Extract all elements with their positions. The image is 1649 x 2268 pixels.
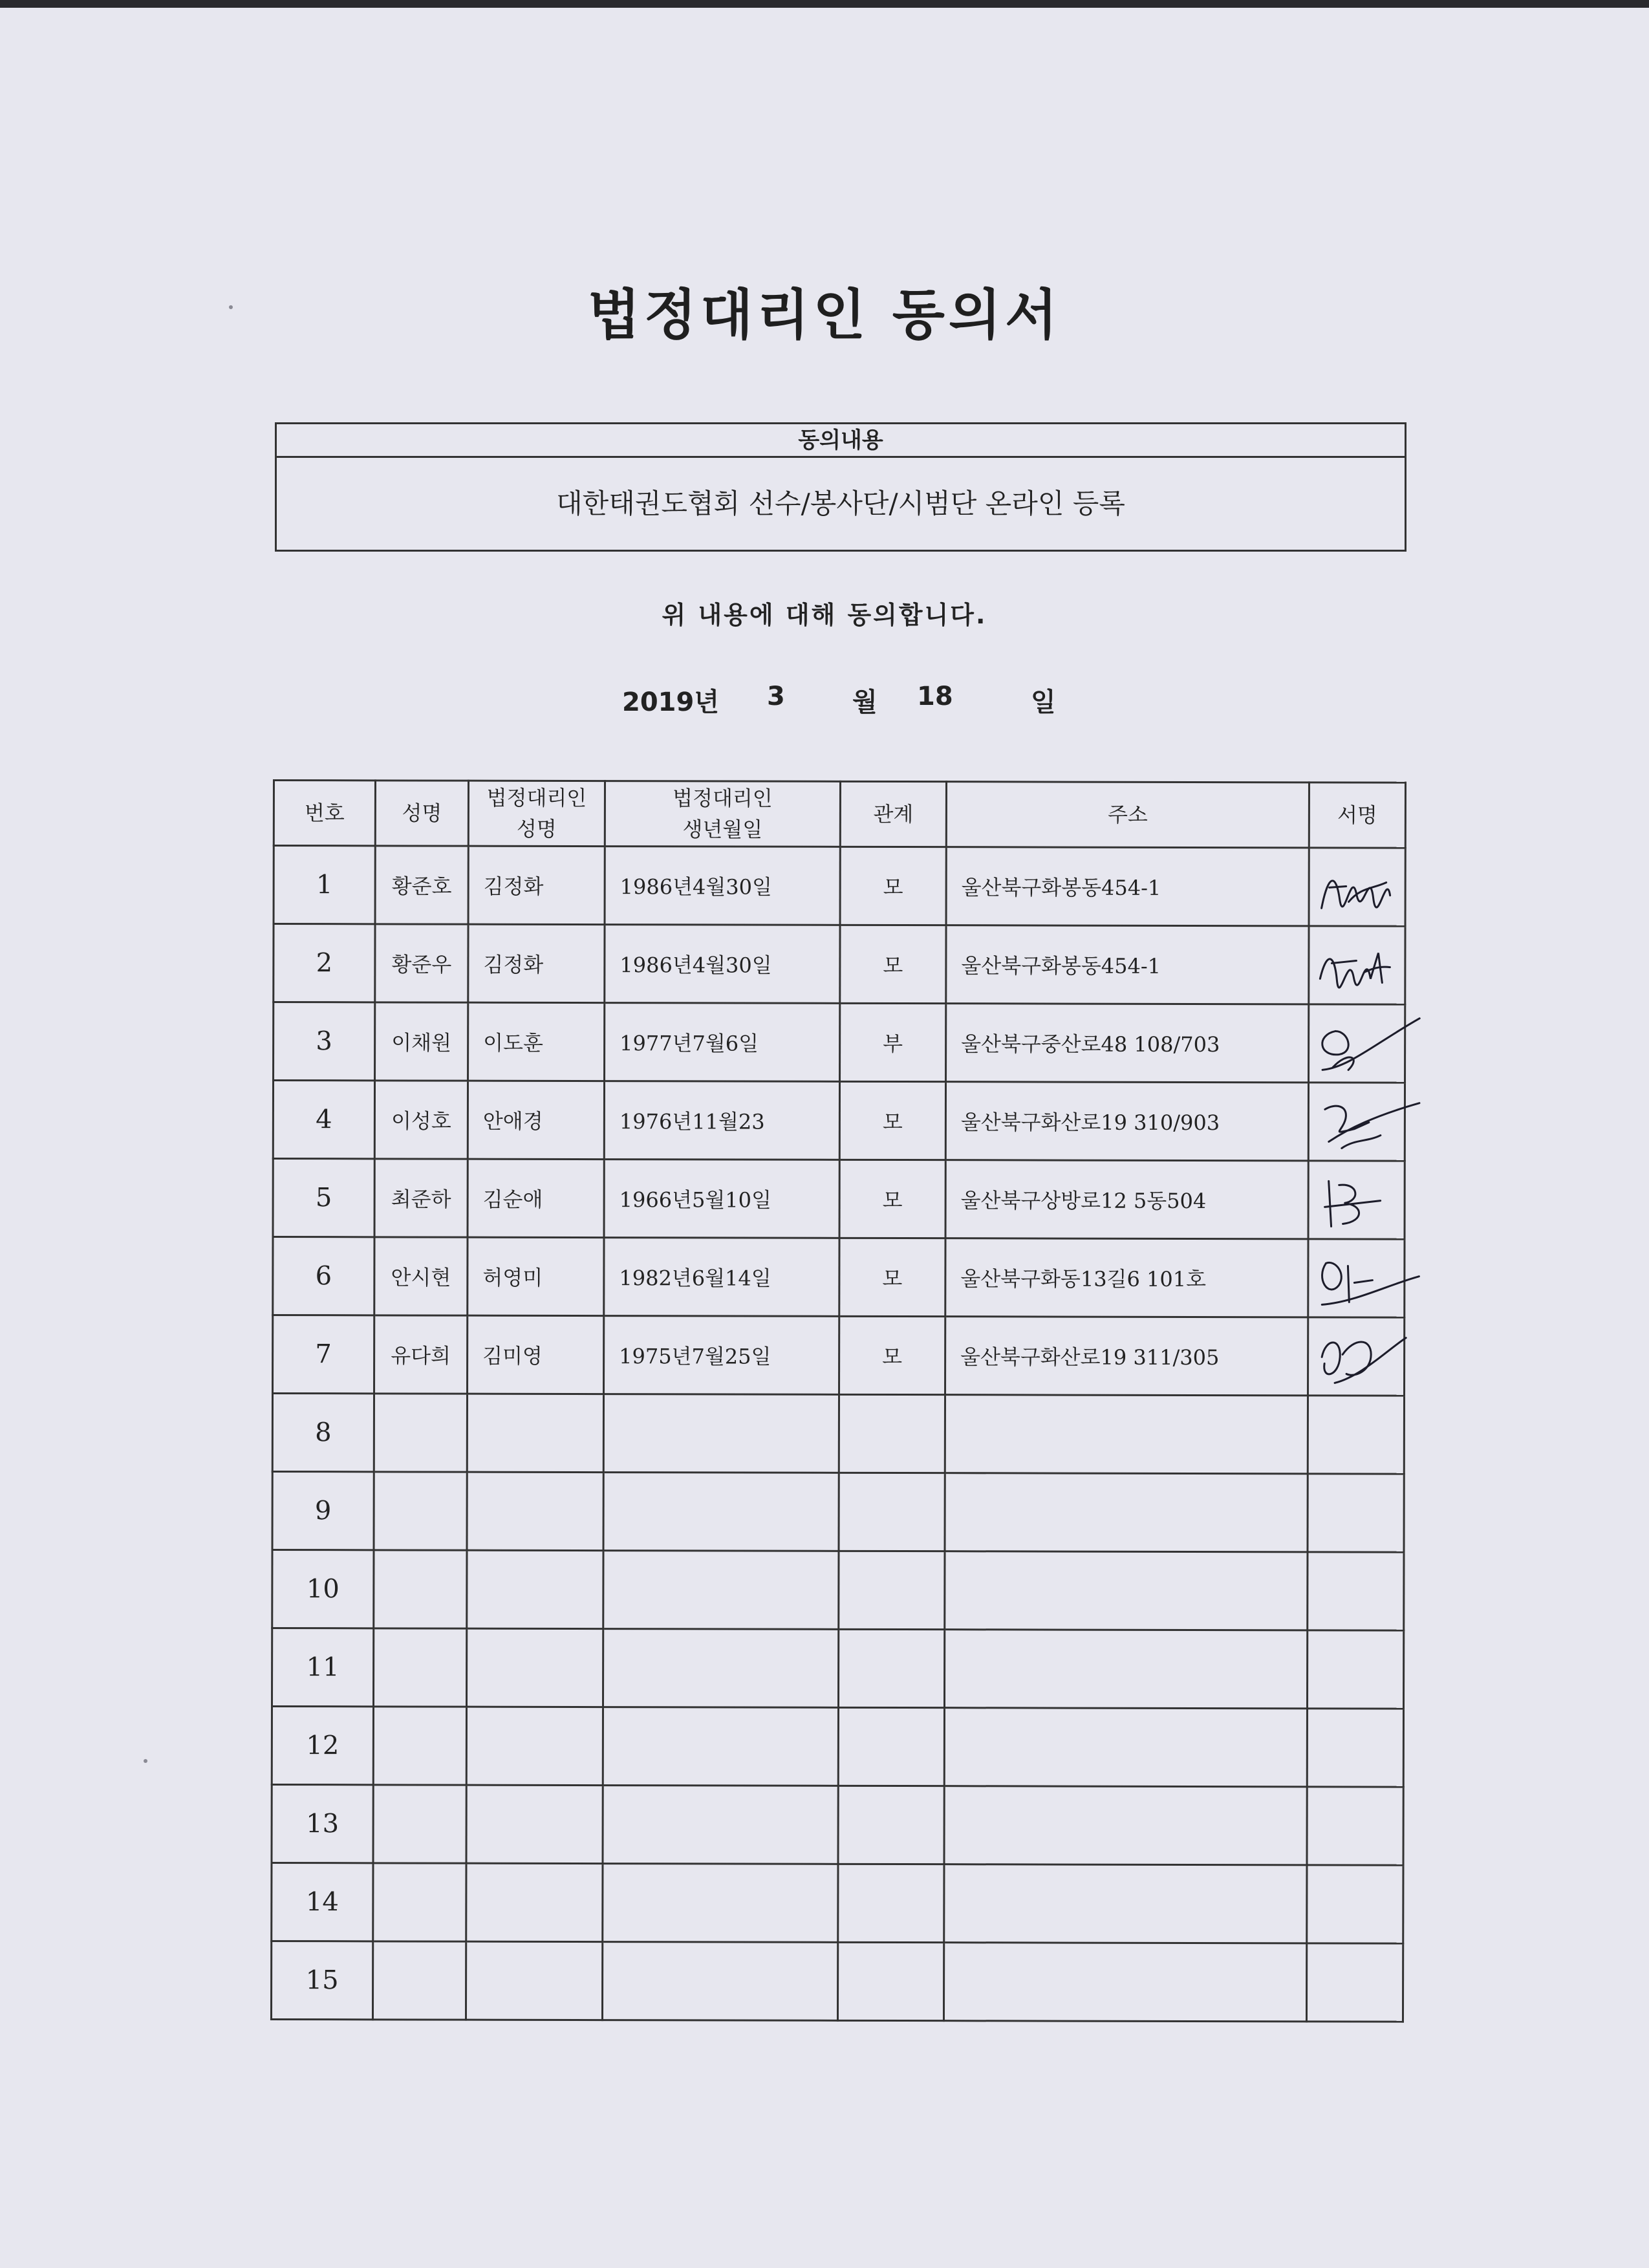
signature-stroke [1322,1031,1349,1054]
row-name [374,1472,467,1550]
row-number: 3 [274,1002,375,1081]
row-guardian-birth [603,1473,839,1551]
row-relation: 모 [840,925,946,1003]
header-guardian-name [468,781,605,846]
row-signature [1309,1004,1405,1083]
row-guardian-birth: 1977년7월6일 [605,1003,840,1082]
row-guardian-name [467,1472,603,1550]
table-header-row [274,781,1405,848]
row-relation [839,1394,945,1473]
handwritten-signature [1309,1318,1425,1394]
row-name [373,1707,466,1785]
row-address [943,1943,1306,2022]
row-number: 10 [272,1550,374,1628]
date-month: 3 [767,682,785,711]
row-signature [1308,1083,1405,1161]
row-name: 이채원 [375,1002,468,1081]
handwritten-signature [1310,927,1426,1003]
row-guardian-name [466,1785,603,1863]
row-guardian-name [466,1863,603,1941]
row-guardian-birth: 1966년5월10일 [604,1160,839,1238]
signature-stroke [1325,1106,1369,1132]
date-year: 2019년 [622,687,719,717]
row-guardian-name [467,1394,603,1472]
row-address [944,1708,1307,1787]
row-relation [838,1707,944,1786]
row-name [373,1863,466,1941]
row-number: 11 [272,1628,373,1707]
consent-content-text: 대한태권도협회 선수/봉사단/시범단 온라인 등록 [556,488,1125,519]
row-signature [1306,1943,1403,2022]
table-row [272,1628,1403,1709]
handwritten-signature [1309,1240,1425,1316]
row-guardian-birth [603,1864,838,1943]
row-signature [1308,1239,1405,1317]
row-relation: 모 [839,1081,945,1160]
header-guardian-birth-line1: 법정대리인 [673,786,773,811]
row-address: 울산북구중산로48 108/703 [946,1004,1309,1083]
row-signature [1309,926,1405,1004]
table-row [272,1784,1403,1865]
table-row [273,1237,1405,1318]
row-guardian-name: 김미영 [468,1315,604,1394]
row-number: 4 [273,1081,374,1159]
row-signature [1307,1787,1403,1865]
row-relation [839,1473,945,1551]
row-signature [1307,1865,1403,1943]
row-relation [838,1786,944,1864]
table-row [273,1315,1405,1396]
agreement-statement: 위 내용에 대해 동의합니다. [662,601,987,629]
signature-stroke [1342,1342,1371,1375]
row-guardian-name: 이도훈 [468,1002,605,1081]
row-relation [839,1551,945,1629]
row-guardian-name: 김순애 [468,1159,604,1237]
row-guardian-birth [603,1786,838,1864]
row-guardian-name: 김정화 [468,924,605,1002]
row-address [945,1395,1308,1474]
handwritten-signature [1310,848,1427,925]
row-guardian-birth [602,1942,837,2021]
row-number: 8 [272,1394,374,1472]
row-guardian-birth: 1976년11월23 [604,1081,839,1160]
row-address [945,1551,1308,1630]
row-signature [1308,1161,1405,1239]
row-number: 9 [272,1472,374,1550]
row-name [374,1394,467,1472]
header-guardian-name-line2: 성명 [516,816,557,841]
row-number: 13 [272,1784,373,1863]
row-relation: 부 [840,1003,946,1081]
table-body [271,846,1405,2022]
row-address [944,1786,1307,1865]
header-guardian-name-line1: 법정대리인 [486,785,587,811]
row-guardian-birth [603,1551,839,1630]
date-day: 18 [917,682,953,711]
row-name [373,1628,466,1707]
consent-date [0,682,1649,720]
header-signature: 서명 [1309,783,1405,848]
signature-stroke [1322,1343,1340,1374]
row-name [372,1941,466,2020]
row-address [945,1473,1308,1552]
row-signature [1308,1317,1405,1396]
date-month-label: 월 [852,687,878,717]
row-guardian-name: 안애경 [468,1081,604,1159]
row-name: 최준하 [374,1159,468,1237]
row-guardian-name: 허영미 [468,1237,604,1315]
row-relation: 모 [839,1316,945,1394]
row-guardian-birth: 1975년7월25일 [604,1316,839,1395]
scan-top-edge [0,0,1649,8]
table-row [272,1707,1403,1787]
row-guardian-birth: 1982년6월14일 [604,1238,839,1317]
signature-stroke [1320,953,1382,988]
row-guardian-name [466,1628,603,1707]
row-relation: 모 [840,847,946,925]
row-signature [1308,1474,1404,1552]
guardian-consent-table-wrapper [270,779,1405,2023]
header-relation: 관계 [840,781,946,847]
date-day-label: 일 [1031,687,1056,717]
header-address: 주소 [946,782,1309,848]
row-address: 울산북구화동13길6 101호 [945,1238,1308,1317]
row-address [944,1630,1307,1709]
row-relation: 모 [839,1238,945,1316]
row-name: 황준우 [375,924,468,1002]
handwritten-signature [1310,1083,1426,1160]
row-name [373,1785,466,1863]
consent-content-box [275,422,1406,552]
row-relation [838,1629,944,1707]
row-guardian-birth: 1986년4월30일 [605,925,840,1004]
row-address [944,1864,1307,1943]
handwritten-signature [1310,1161,1426,1238]
row-number: 12 [272,1707,373,1785]
consent-content-header: 동의내용 [277,424,1405,458]
row-signature [1308,1552,1404,1630]
row-address: 울산북구상방로12 5동504 [945,1160,1308,1239]
row-name: 황준호 [375,846,468,924]
row-guardian-birth [603,1629,838,1708]
handwritten-signature [1310,1005,1426,1081]
row-name: 유다희 [374,1315,468,1394]
table-row [272,1863,1403,1943]
row-address: 울산북구화봉동454-1 [946,925,1309,1004]
row-number: 14 [272,1863,373,1941]
table-row [274,1002,1405,1083]
page-title: 법정대리인 동의서 [587,283,1062,347]
signature-stroke [1322,1262,1341,1290]
table-row [272,1472,1404,1553]
row-address: 울산북구화산로19 311/305 [945,1317,1308,1396]
row-relation: 모 [839,1160,945,1238]
row-guardian-name [466,1707,603,1785]
signature-stroke [1342,1135,1381,1148]
table-row [274,924,1405,1005]
row-number: 6 [273,1237,374,1315]
row-guardian-name [467,1550,603,1628]
row-signature [1307,1709,1403,1787]
row-number: 7 [273,1315,374,1394]
scan-speck [144,1759,147,1763]
row-signature [1308,1396,1404,1474]
row-number: 15 [271,1941,372,2019]
table-row [272,1550,1404,1631]
table-row [271,1941,1403,2022]
row-name [374,1550,467,1628]
row-address: 울산북구화봉동454-1 [946,847,1309,926]
table-row [272,1394,1404,1474]
table-row [273,1159,1405,1240]
row-guardian-birth: 1986년4월30일 [605,847,840,925]
row-number: 5 [273,1159,374,1237]
table-row [274,846,1405,927]
row-name: 이성호 [374,1081,468,1159]
row-signature [1307,1630,1403,1709]
row-address: 울산북구화산로19 310/903 [945,1082,1308,1161]
header-name: 성명 [375,781,468,846]
row-name: 안시현 [374,1237,468,1315]
guardian-consent-table [270,779,1406,2023]
row-signature [1309,848,1405,926]
row-guardian-name: 김정화 [468,846,605,924]
row-number: 1 [274,846,375,924]
header-guardian-birth-line2: 생년월일 [682,817,763,842]
row-guardian-birth [603,1394,839,1473]
row-relation [838,1864,944,1942]
header-guardian-birth [605,781,840,847]
header-number: 번호 [274,781,375,846]
row-guardian-birth [603,1707,838,1786]
row-guardian-name [466,1941,602,2020]
row-number: 2 [274,924,375,1002]
row-relation [837,1942,943,2020]
table-row [273,1081,1405,1161]
